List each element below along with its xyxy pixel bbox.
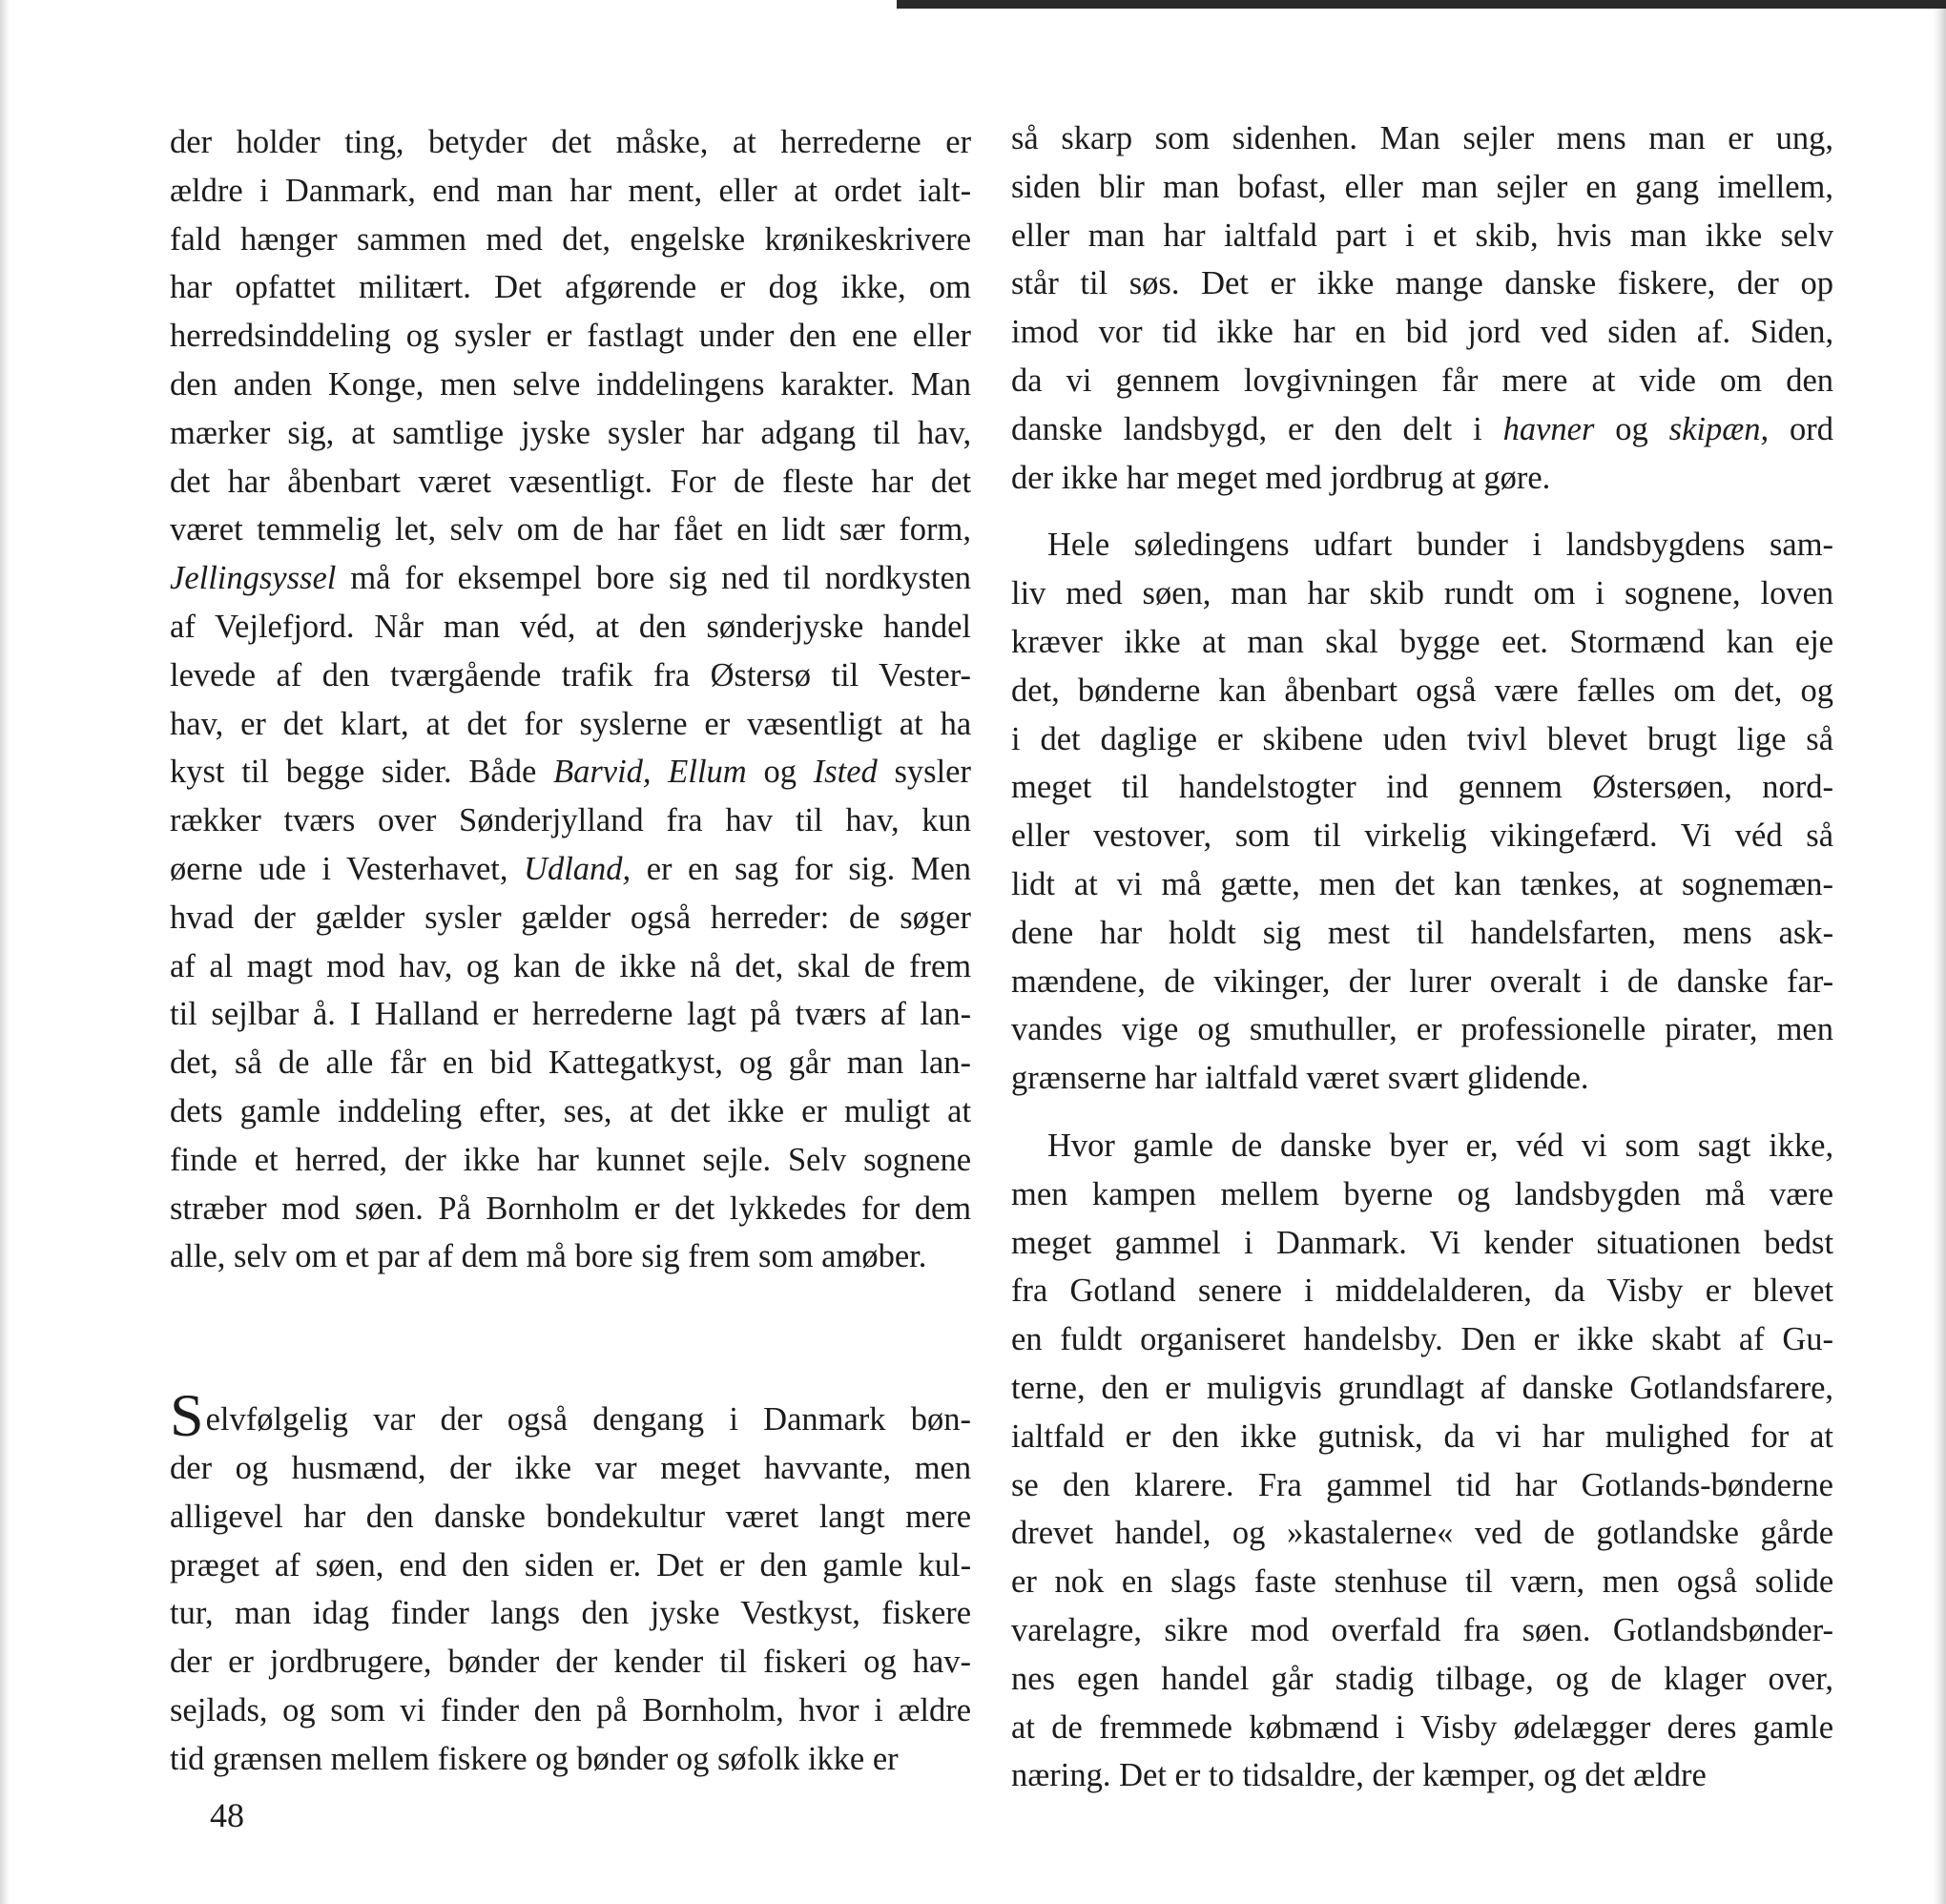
- left-column: [170, 118, 971, 1784]
- text-line: alle, selv om et par af dem må bore sig frem som amøber.: [170, 1238, 927, 1275]
- text-line: rækker tværs over Sønderjylland fra hav til hav, kun: [170, 802, 971, 839]
- text-line: grænserne har ialtfald været svært glidende.: [1011, 1060, 1589, 1097]
- text-line: da vi gennem lovgivningen får mere at vide om den: [1011, 362, 1833, 399]
- top-rule: [897, 0, 1946, 9]
- paragraph: [1011, 521, 1833, 1103]
- paragraph: [170, 1396, 971, 1783]
- text-line: liv med søen, man har skib rundt om i sognene, loven: [1011, 575, 1833, 612]
- text-line: dene har holdt sig mest til handelsfarten, mens ask-: [1011, 914, 1833, 951]
- text-line: eller vestover, som til virkelig vikingefærd. Vi véd så: [1011, 817, 1833, 855]
- text-line: hav, er det klart, at det for syslerne er væsentligt at ha: [170, 705, 971, 742]
- text-line: eller man har ialtfald part i et skib, hvis man ikke selv: [1011, 217, 1833, 254]
- text-line: se den klarere. Fra gammel tid har Gotlands-bønderne: [1011, 1466, 1833, 1503]
- text-line: at de fremmede købmænd i Visby ødelægger deres gamle: [1011, 1708, 1833, 1746]
- text-line: øerne ude i Vesterhavet, Udland, er en sag for sig. Men: [170, 850, 971, 887]
- text-line: nes egen handel går stadig tilbage, og de klager over,: [1011, 1660, 1833, 1697]
- text-line: Jellingsyssel må for eksempel bore sig ned til nordkysten: [170, 560, 971, 597]
- text-line: der er jordbrugere, bønder der kender til fiskeri og hav-: [170, 1644, 971, 1681]
- text-line: Hvor gamle de danske byer er, véd vi som sagt ikke,: [1047, 1127, 1833, 1164]
- text-line: af Vejlefjord. Når man véd, at den sønderjyske handel: [170, 608, 971, 645]
- text-line: tid grænsen mellem fiskere og bønder og søfolk ikke er: [170, 1740, 899, 1777]
- text-line: varelagre, sikre mod overfald fra søen. Gotlandsbønder-: [1011, 1611, 1833, 1648]
- text-line: finde et herred, der ikke har kunnet sejle. Selv sognene: [170, 1141, 971, 1178]
- text-line: sejlads, og som vi finder den på Bornholm, hvor i ældre: [170, 1691, 971, 1728]
- text-line: drevet handel, og »kastalerne« ved de gotlandske gårde: [1011, 1515, 1833, 1552]
- text-line: mændene, de vikinger, der lurer overalt i de danske far-: [1011, 962, 1833, 1000]
- text-line: mærker sig, at samtlige jyske sysler har adgang til hav,: [170, 414, 971, 451]
- text-line: er nok en slags faste stenhuse til værn, men også solide: [1011, 1563, 1833, 1601]
- text-line: af al magt mod hav, og kan de ikke nå det, skal de frem: [170, 947, 971, 984]
- text-line: Hele søledingens udfart bunder i landsbygdens sam-: [1047, 527, 1833, 564]
- text-line: ældre i Danmark, end man har ment, eller at ordet ialt-: [170, 172, 971, 209]
- text-line: i det daglige er skibene uden tvivl blevet brugt lige så: [1011, 720, 1833, 757]
- text-line: meget til handelstogter ind gennem Østersøen, nord-: [1011, 769, 1833, 806]
- text-line: dets gamle inddeling efter, ses, at det ikke er muligt at: [170, 1092, 971, 1129]
- text-line: danske landsbygd, er den delt i havner og skipæn, ord: [1011, 410, 1833, 447]
- page-binding-edge: [0, 0, 10, 1904]
- text-line: kyst til begge sider. Både Barvid, Ellum og Isted sysler: [170, 754, 971, 791]
- text-line: hvad der gælder sysler gælder også herreder: de søger: [170, 899, 971, 936]
- text-line: lidt at vi må gætte, men det kan tænkes, at sognemæn-: [1011, 865, 1833, 902]
- text-line: tur, man idag finder langs den jyske Vestkyst, fiskere: [170, 1595, 971, 1632]
- drop-cap: S: [170, 1396, 204, 1444]
- text-line: næring. Det er to tidsaldre, der kæmper, og det ældre: [1011, 1757, 1707, 1794]
- paragraph-gap: [1011, 1103, 1833, 1122]
- text-line: ialtfald er den ikke gutnisk, da vi har mulighed for at: [1011, 1418, 1833, 1455]
- text-line: så skarp som sidenhen. Man sejler mens man er ung,: [1011, 120, 1833, 156]
- text-line: [170, 1396, 971, 1444]
- paragraph: [1011, 1122, 1833, 1800]
- text-line: fald hænger sammen med det, engelske krønikeskrivere: [170, 220, 971, 258]
- text-line: præget af søen, end den siden er. Det er den gamle kul-: [170, 1546, 971, 1583]
- text-line: der ikke har meget med jordbrug at gøre.: [1011, 459, 1551, 496]
- text-line: vandes vige og smuthuller, er professionelle pirater, men: [1011, 1011, 1833, 1048]
- text-line: været temmelig let, selv om de har fået en lidt sær form,: [170, 511, 971, 548]
- text-line: det har åbenbart været væsentligt. For de fleste har det: [170, 463, 971, 500]
- paragraph: [170, 118, 971, 1281]
- text-line: der og husmænd, der ikke var meget havvante, men: [170, 1449, 971, 1486]
- text-line: det, så de alle får en bid Kattegatkyst, og går man lan-: [170, 1045, 971, 1082]
- text-line: den anden Konge, men selve inddelingens karakter. Man: [170, 365, 971, 403]
- page-outer-edge: [1933, 0, 1946, 1904]
- text-line: kræver ikke at man skal bygge eet. Stormænd kan eje: [1011, 623, 1833, 660]
- text-line: fra Gotland senere i middelalderen, da Visby er blevet: [1011, 1273, 1833, 1310]
- text-line: alligevel har den danske bondekultur været langt mere: [170, 1498, 971, 1535]
- section-break: [170, 1281, 971, 1396]
- text-line: til sejlbar å. I Halland er herrederne lagt på tværs af lan-: [170, 996, 971, 1033]
- text-line: der holder ting, betyder det måske, at herrederne er: [170, 124, 971, 160]
- text-line: en fuldt organiseret handelsby. Den er ikke skabt af Gu-: [1011, 1321, 1833, 1358]
- paragraph: [1011, 114, 1833, 502]
- text-line: herredsinddeling og sysler er fastlagt under den ene eller: [170, 318, 971, 355]
- text-line: stræber mod søen. På Bornholm er det lykkedes for dem: [170, 1190, 971, 1227]
- text-line: levede af den tværgående trafik fra Østersø til Vester-: [170, 656, 971, 693]
- text-line: terne, den er muligvis grundlagt af danske Gotlandsfarere,: [1011, 1369, 1833, 1406]
- paragraph-gap: [1011, 502, 1833, 521]
- text-line: står til søs. Det er ikke mange danske fiskere, der op: [1011, 265, 1833, 302]
- page-number: 48: [210, 1796, 244, 1834]
- text-line: siden blir man bofast, eller man sejler en gang imellem,: [1011, 168, 1833, 205]
- text-line: det, bønderne kan åbenbart også være fælles om det, og: [1011, 672, 1833, 709]
- text-line: men kampen mellem byerne og landsbygden må være: [1011, 1175, 1833, 1212]
- text-line: meget gammel i Danmark. Vi kender situationen bedst: [1011, 1224, 1833, 1261]
- text-run: elvfølgelig var der også dengang i Danmark bøn-: [205, 1401, 971, 1438]
- text-line: imod vor tid ikke har en bid jord ved siden af. Siden,: [1011, 314, 1833, 351]
- right-column: [1011, 114, 1833, 1800]
- text-line: har opfattet militært. Det afgørende er dog ikke, om: [170, 269, 971, 306]
